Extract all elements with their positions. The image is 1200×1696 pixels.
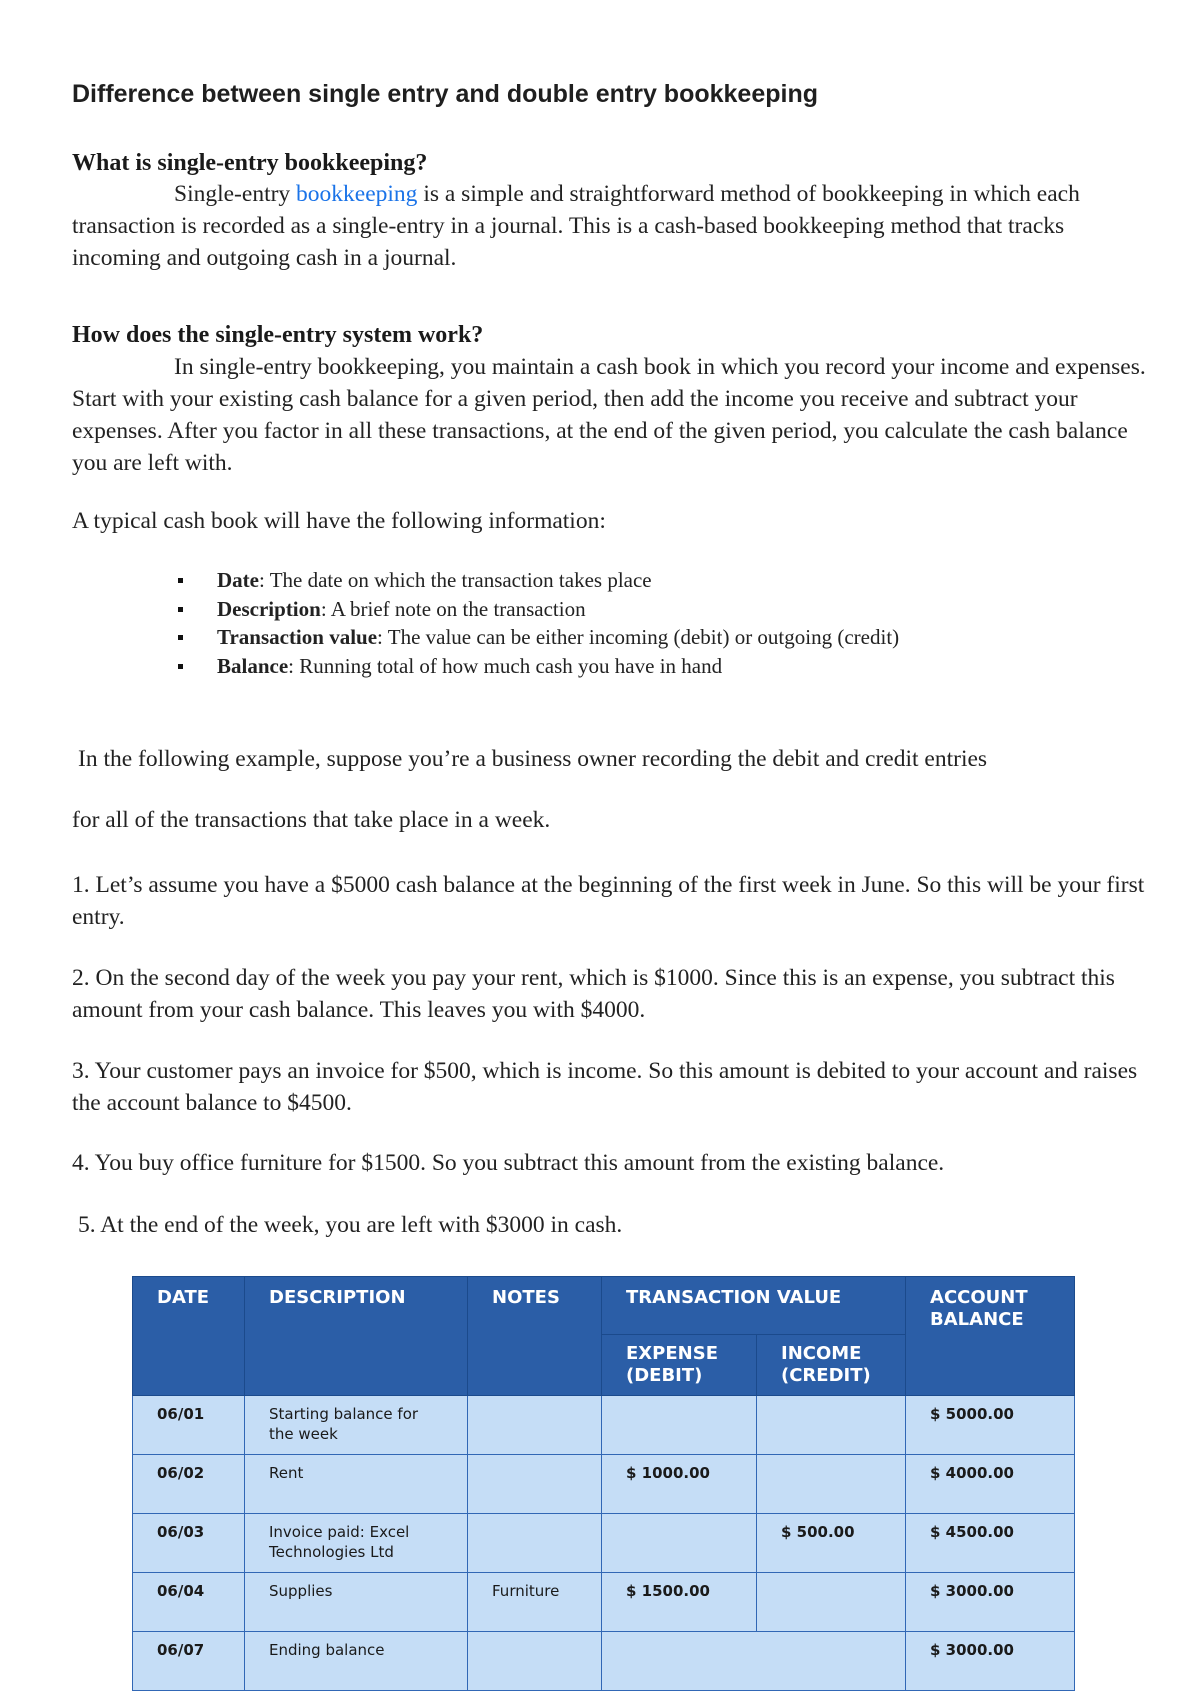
document-title: Difference between single entry and double entry bookkeeping: [72, 80, 818, 108]
cell-description: Invoice paid: Excel Technologies Ltd: [245, 1514, 468, 1573]
example-step-5: 5. At the end of the week, you are left with $3000 in cash.: [78, 1212, 623, 1238]
cell-date: 06/03: [133, 1514, 245, 1573]
cell-transaction-empty: [602, 1632, 906, 1691]
header-date: DATE: [133, 1277, 245, 1396]
cell-expense: $ 1000.00: [602, 1455, 757, 1514]
cash-book-intro: A typical cash book will have the following information:: [72, 508, 606, 534]
section-heading-single-entry: What is single-entry bookkeeping?: [72, 150, 428, 176]
cash-book-table: [132, 1276, 1075, 1691]
cell-balance: $ 4000.00: [906, 1455, 1075, 1514]
cell-income: $ 500.00: [757, 1514, 906, 1573]
header-description: DESCRIPTION: [245, 1277, 468, 1396]
example-intro-line-2: for all of the transactions that take place in a week.: [72, 807, 551, 833]
cell-balance: $ 3000.00: [906, 1573, 1075, 1632]
cell-notes: [468, 1396, 602, 1455]
cell-balance: $ 5000.00: [906, 1396, 1075, 1455]
example-step-4: 4. You buy office furniture for $1500. So you subtract this amount from the existing balance.: [72, 1150, 945, 1176]
header-account-balance: ACCOUNT BALANCE: [906, 1277, 1075, 1396]
bullet-text: : A brief note on the transaction: [320, 596, 586, 621]
bullet-text: : Running total of how much cash you have in hand: [288, 653, 723, 678]
cell-description: Starting balance for the week: [245, 1396, 468, 1455]
bullet-term: Description: [217, 596, 321, 621]
cell-date: 06/02: [133, 1455, 245, 1514]
cell-expense: [602, 1514, 757, 1573]
cell-description: Supplies: [245, 1573, 468, 1632]
bullet-term: Transaction value: [217, 625, 378, 649]
cell-income: [757, 1396, 906, 1455]
cell-date: 06/04: [133, 1573, 245, 1632]
header-expense-debit: EXPENSE (DEBIT): [602, 1335, 757, 1396]
cell-expense: [602, 1396, 757, 1455]
cell-date: 06/07: [133, 1632, 245, 1691]
table-row: [133, 1632, 1075, 1691]
example-step-1: 1. Let’s assume you have a $5000 cash balance at the beginning of the first week in June. So this will be your first entry.: [72, 872, 1145, 930]
bullet-square-icon: [178, 664, 183, 669]
table-row: [133, 1455, 1075, 1514]
paragraph-text-start: Single-entry: [174, 181, 297, 207]
example-intro-line-1: In the following example, suppose you’re a business owner recording the debit and credit entries: [78, 746, 988, 772]
how-it-works-text: In single-entry bookkeeping, you maintain a cash book in which you record your income and expenses. Start with your existing cash balance for a given period, then add the income you receive and subtract your expenses. After you factor in all these transactions, at the end of the given period, you calculate the cash balance you are left with.: [72, 354, 1146, 476]
how-it-works-paragraph: [72, 351, 1152, 479]
cell-date: 06/01: [133, 1396, 245, 1455]
cell-expense: $ 1500.00: [602, 1573, 757, 1632]
bullet-square-icon: [178, 607, 183, 612]
bookkeeping-link[interactable]: bookkeeping: [296, 181, 418, 207]
header-transaction-value: TRANSACTION VALUE: [602, 1277, 906, 1335]
header-notes: NOTES: [468, 1277, 602, 1396]
table-row: [133, 1573, 1075, 1632]
example-step-3: 3. Your customer pays an invoice for $500, which is income. So this amount is debited to your account and raises the account balance to $4500.: [72, 1058, 1138, 1116]
cell-balance: $ 3000.00: [906, 1632, 1075, 1691]
single-entry-paragraph: [72, 178, 1152, 274]
bullet-term: Date: [217, 568, 259, 592]
header-income-credit: INCOME (CREDIT): [757, 1335, 906, 1396]
table-row: [133, 1514, 1075, 1573]
bullet-text: : The date on which the transaction takes place: [258, 568, 652, 592]
cell-notes: [468, 1632, 602, 1691]
cell-income: [757, 1455, 906, 1514]
cell-description: Ending balance: [245, 1632, 468, 1691]
cell-notes: Furniture: [468, 1573, 602, 1632]
cell-notes: [468, 1514, 602, 1573]
bullet-square-icon: [178, 635, 183, 640]
paragraph-text-end: is a simple and straightforward method of bookkeeping in which each transaction is recorded as a single-entry in a journal. This is a cash-based bookkeeping method that tracks incoming and outgoing cash in a journal.: [72, 181, 1080, 271]
cell-income: [757, 1573, 906, 1632]
bullet-text: : The value can be either incoming (debit) or outgoing (credit): [377, 625, 900, 649]
example-step-2: 2. On the second day of the week you pay your rent, which is $1000. Since this is an expense, you subtract this amount from your cash balance. This leaves you with $4000.: [72, 965, 1115, 1023]
section-heading-how-it-works: How does the single-entry system work?: [72, 322, 484, 348]
cell-balance: $ 4500.00: [906, 1514, 1075, 1573]
bullet-square-icon: [178, 578, 183, 583]
bullet-term: Balance: [217, 653, 289, 678]
table-row: [133, 1396, 1075, 1455]
cell-notes: [468, 1455, 602, 1514]
cell-description: Rent: [245, 1455, 468, 1514]
